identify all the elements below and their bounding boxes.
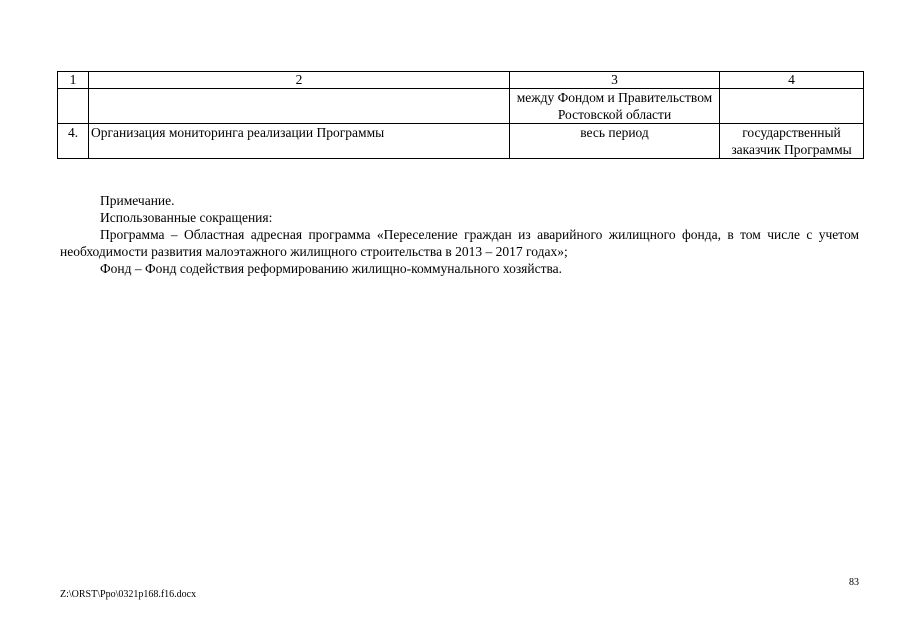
- page-number: 83: [849, 577, 859, 588]
- responsible-cell: государственный заказчик Программы: [720, 124, 864, 159]
- notes-title: Примечание.: [100, 193, 175, 208]
- activities-table: [57, 71, 864, 159]
- notes-section: [60, 192, 859, 277]
- table-row: [58, 124, 864, 159]
- table-row: [58, 89, 864, 124]
- abbreviations-heading: Использованные сокращения:: [100, 210, 273, 225]
- period-cell: между Фондом и Правительством Ростовской области: [510, 89, 720, 124]
- table-header-row: [58, 72, 864, 89]
- activity-cell: [89, 89, 510, 124]
- file-path: Z:\ORST\Ppo\0321p168.f16.docx: [60, 589, 197, 600]
- program-definition: Программа – Областная адресная программа «Переселение граждан из аварийного жилищного фонда, в том числе с учетом необходимости развития малоэтажного жилищного строительства в 2013 – 2017 годах»;: [60, 227, 859, 259]
- activity-cell: Организация мониторинга реализации Программы: [89, 124, 510, 159]
- period-cell: весь период: [510, 124, 720, 159]
- responsible-cell: [720, 89, 864, 124]
- header-cell-3: 3: [510, 72, 720, 89]
- row-number-cell: [58, 89, 89, 124]
- header-cell-1: 1: [58, 72, 89, 89]
- fund-definition: Фонд – Фонд содействия реформированию жилищно-коммунального хозяйства.: [100, 261, 563, 276]
- row-number-cell: 4.: [58, 124, 89, 159]
- header-cell-4: 4: [720, 72, 864, 89]
- header-cell-2: 2: [89, 72, 510, 89]
